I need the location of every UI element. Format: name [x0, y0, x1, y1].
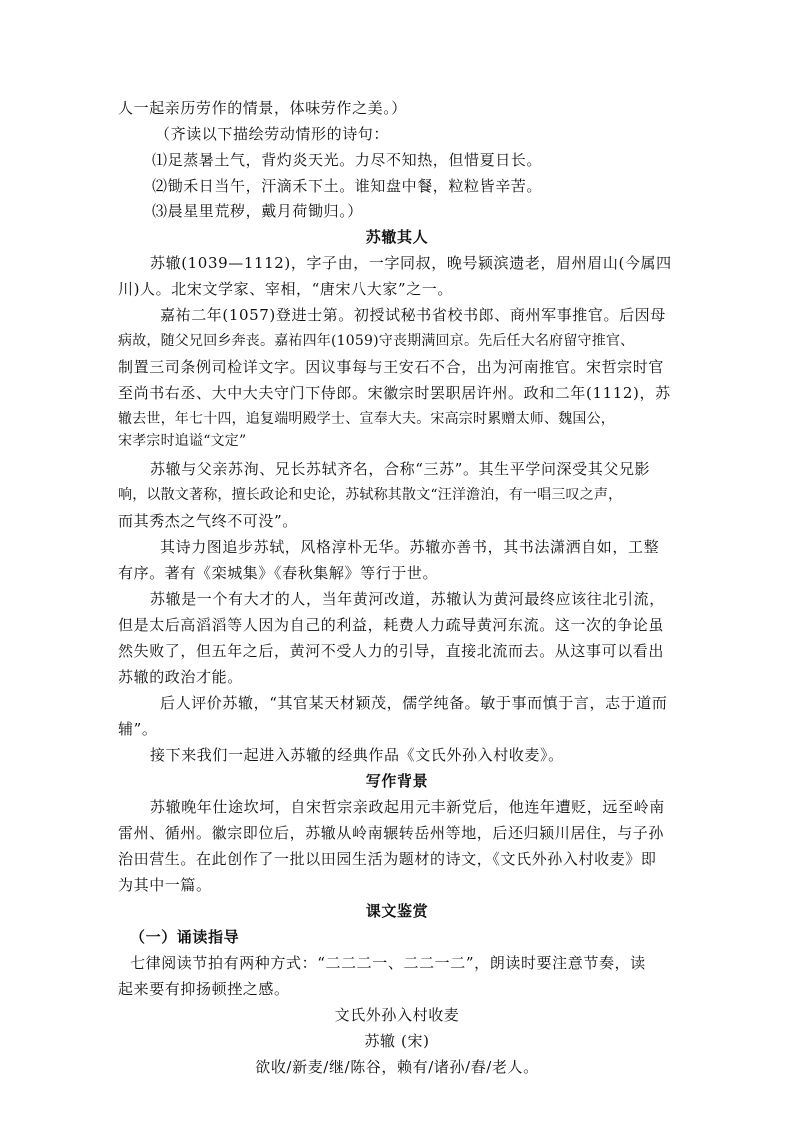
poem-line: 欲收/新麦/继/陈谷，赖有/诸孙/舂/老人。 [255, 1058, 539, 1076]
paragraph-line: 苏辙晚年仕途坎坷，自宋哲宗亲政起用元丰新党后，他连年遭贬，远至岭南 [150, 798, 665, 816]
section-title-su-zhe: 苏辙其人 [365, 228, 429, 246]
paragraph-line: 然失败了，但五年之后，黄河不受人力的引导，直接北流而去。从这事可以看出 [118, 642, 665, 660]
paragraph-line: 苏辙的政治才能。 [118, 668, 243, 686]
paragraph-line: 苏辙与父亲苏洵、兄长苏轼齐名，合称“三苏”。其生平学问深受其父兄影 [150, 460, 651, 478]
paragraph-line: 病故，随父兄回乡奔丧。嘉祐四年(1059)守丧期满回京。先后任大名府留守推官、 [118, 333, 635, 349]
paragraph-line: 制置三司条例司检详文字。因议事每与王安石不合，出为河南推官。宋哲宗时官 [118, 358, 665, 376]
section-title-background: 写作背景 [365, 772, 429, 790]
paragraph-line: 至尚书右丞、大中大夫守门下侍郎。宋徽宗时罢职居许州。政和二年(1112)，苏 [118, 384, 671, 402]
paragraph-line: 治田营生。在此创作了一批以田园生活为题材的诗文，《文氏外孙入村收麦》即 [118, 850, 657, 868]
subsection-title: （一）诵读指导 [130, 928, 240, 946]
poem-quote-3: ⑶晨星里荒秽，戴月荷锄归。） [152, 202, 363, 220]
paragraph-line: 雷州、循州。徽宗即位后，苏辙从岭南辗转岳州等地，后还归颍川居住，与子孙 [118, 824, 665, 842]
paragraph-line: 而其秀杰之气终不可没”。 [118, 512, 298, 530]
paragraph-line: 有序。著有《栾城集》《春秋集解》等行于世。 [118, 564, 439, 582]
paragraph-line: 苏辙(1039—1112)，字子由，一字同叔，晚号颍滨遗老，眉州眉山(今属四 [150, 254, 672, 272]
paragraph-line: 后人评价苏辙，“其官某天材颖茂，儒学纯备。敏于事而慎于言，志于道而 [160, 694, 668, 712]
paragraph-line: 起来要有抑扬顿挫之感。 [118, 980, 290, 998]
section-title-appreciation: 课文鉴赏 [365, 902, 429, 920]
intro-line-1: 人一起亲历劳作的情景，体味劳作之美。） [118, 99, 407, 117]
paragraph-line: 嘉祐二年(1057)登进士第。初授试秘书省校书郎、商州军事推官。后因母 [160, 306, 666, 324]
poem-author: 苏辙 (宋) [364, 1032, 430, 1050]
poem-quote-2: ⑵锄禾日当午，汗滴禾下土。谁知盘中餐，粒粒皆辛苦。 [152, 177, 543, 195]
paragraph-line: 辅”。 [118, 720, 158, 738]
paragraph-line: 但是太后高滔滔等人因为自己的利益，耗费人力疏导黄河东流。这一次的争论虽 [118, 616, 665, 634]
paragraph-line: 宋孝宗时追谥“文定” [118, 433, 247, 449]
poem-title: 文氏外孙入村收麦 [334, 1006, 460, 1024]
paragraph-line: 川)人。北宋文学家、宰相，“唐宋八大家”之一。 [118, 280, 453, 298]
paragraph-line: 七律阅读节拍有两种方式：“二二二一、二二一二”，朗读时要注意节奏，读 [130, 954, 646, 972]
paragraph-line: 接下来我们一起进入苏辙的经典作品《文氏外孙入村收麦》。 [150, 746, 564, 764]
paragraph-line: 苏辙是一个有大才的人，当年黄河改道，苏辙认为黄河最终应该往北引流， [150, 590, 665, 608]
paragraph-line: 辙去世，年七十四，追复端明殿学士、宣奉大夫。宋高宗时累赠太师、魏国公， [118, 411, 615, 427]
paragraph-line: 其诗力图追步苏轼，风格淳朴无华。苏辙亦善书，其书法潇洒自如，工整 [160, 538, 660, 556]
intro-line-2: （齐读以下描绘劳动情形的诗句： [155, 125, 390, 143]
poem-quote-1: ⑴足蒸暑土气，背灼炎天光。力尽不知热，但惜夏日长。 [152, 151, 543, 169]
paragraph-line: 响，以散文著称，擅长政论和史论，苏轼称其散文“汪洋澹泊，有一唱三叹之声， [118, 487, 623, 503]
paragraph-line: 为其中一篇。 [118, 876, 212, 894]
